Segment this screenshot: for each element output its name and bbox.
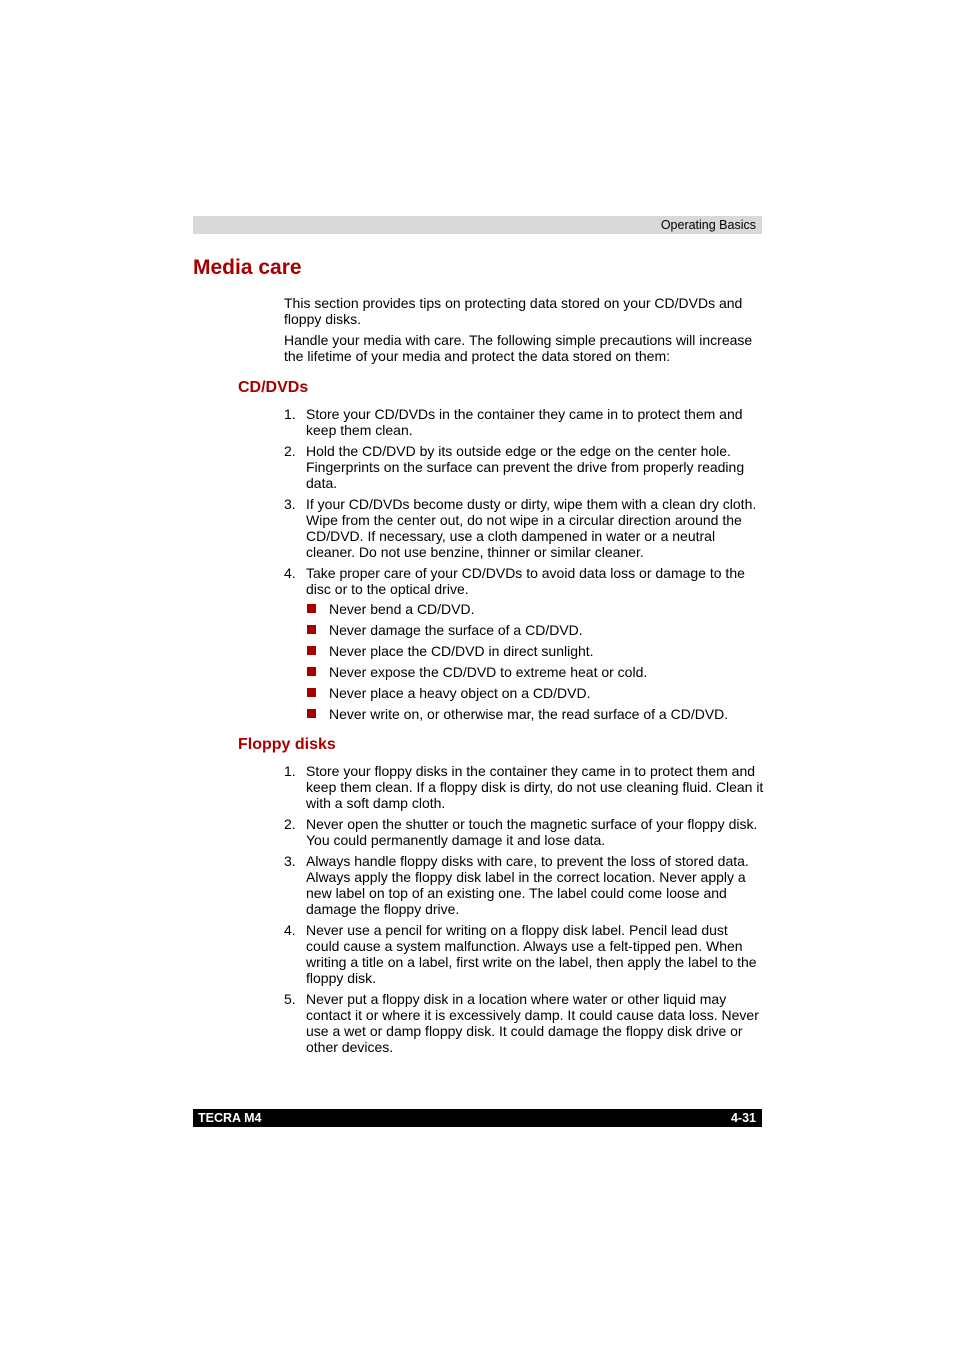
list-text: Take proper care of your CD/DVDs to avoid data loss or damage to the disc or to the optical drive. — [306, 565, 745, 597]
bullet-item — [307, 601, 767, 617]
list-item — [284, 853, 764, 917]
bullet-item — [307, 706, 767, 722]
footer-page-number: 4-31 — [730, 1111, 756, 1125]
list-item — [284, 496, 764, 560]
intro-paragraph: Handle your media with care. The following simple precautions will increase the lifetime of your media and protect the data stored on them: — [284, 332, 753, 364]
list-text: Always handle floppy disks with care, to prevent the loss of stored data. Always apply the floppy disk label in the correct location. Never apply a new label on top of an existing one. The label could come loose and damage the floppy drive. — [306, 853, 749, 917]
list-item — [284, 565, 764, 597]
square-bullet-icon — [307, 688, 316, 697]
square-bullet-icon — [307, 646, 316, 655]
header-section-label: Operating Basics — [660, 218, 756, 232]
section-heading-cd-dvds: CD/DVDs — [238, 379, 309, 396]
bullet-item — [307, 643, 767, 659]
square-bullet-icon — [307, 667, 316, 676]
list-item — [284, 991, 764, 1055]
list-item — [284, 406, 764, 438]
list-text: Never open the shutter or touch the magnetic surface of your floppy disk. You could permanently damage it and lose data. — [306, 816, 758, 848]
list-text: Store your CD/DVDs in the container they came in to protect them and keep them clean. — [306, 406, 743, 438]
running-footer — [193, 1109, 762, 1127]
list-number: 2. — [284, 443, 296, 459]
bullet-text: Never place the CD/DVD in direct sunlight. — [329, 643, 594, 659]
list-item — [284, 763, 764, 811]
list-text: Store your floppy disks in the container they came in to protect them and keep them clean. If a floppy disk is dirty, do not use cleaning fluid. Clean it with a soft damp cloth. — [306, 763, 764, 811]
list-number: 3. — [284, 853, 296, 869]
list-text: Never put a floppy disk in a location where water or other liquid may contact it or where it is excessively damp. It could cause data loss. Never use a wet or damp floppy disk. It could damage the floppy disk drive or other devices. — [306, 991, 759, 1055]
bullet-text: Never place a heavy object on a CD/DVD. — [329, 685, 591, 701]
bullet-item — [307, 622, 767, 638]
bullet-text: Never write on, or otherwise mar, the read surface of a CD/DVD. — [329, 706, 729, 722]
bullet-text: Never expose the CD/DVD to extreme heat or cold. — [329, 664, 648, 680]
bullet-item — [307, 664, 767, 680]
list-text: If your CD/DVDs become dusty or dirty, wipe them with a clean dry cloth. Wipe from the center out, do not wipe in a circular direction around the CD/DVD. If necessary, use a cloth dampened in water or a neutral cleaner. Do not use benzine, thinner or similar cleaner. — [306, 496, 757, 560]
list-item — [284, 816, 764, 848]
bullet-text: Never damage the surface of a CD/DVD. — [329, 622, 583, 638]
bullet-text: Never bend a CD/DVD. — [329, 601, 475, 617]
list-number: 3. — [284, 496, 296, 512]
list-number: 1. — [284, 406, 296, 422]
list-item — [284, 443, 764, 491]
section-heading-floppy-disks: Floppy disks — [238, 736, 336, 753]
list-item — [284, 922, 764, 986]
list-text: Never use a pencil for writing on a floppy disk label. Pencil lead dust could cause a system malfunction. Always use a felt-tipped pen. When writing a title on a label, first write on the label, then apply the label to the floppy disk. — [306, 922, 757, 986]
square-bullet-icon — [307, 709, 316, 718]
list-number: 4. — [284, 922, 296, 938]
list-text: Hold the CD/DVD by its outside edge or the edge on the center hole. Fingerprints on the surface can prevent the drive from properly reading data. — [306, 443, 745, 491]
list-number: 4. — [284, 565, 296, 581]
footer-model: TECRA M4 — [198, 1111, 262, 1125]
list-number: 2. — [284, 816, 296, 832]
list-number: 5. — [284, 991, 296, 1007]
list-number: 1. — [284, 763, 296, 779]
square-bullet-icon — [307, 625, 316, 634]
intro-paragraph: This section provides tips on protecting data stored on your CD/DVDs and floppy disks. — [284, 295, 743, 327]
page-title: Media care — [193, 256, 302, 279]
running-header — [193, 216, 762, 234]
square-bullet-icon — [307, 604, 316, 613]
bullet-item — [307, 685, 767, 701]
